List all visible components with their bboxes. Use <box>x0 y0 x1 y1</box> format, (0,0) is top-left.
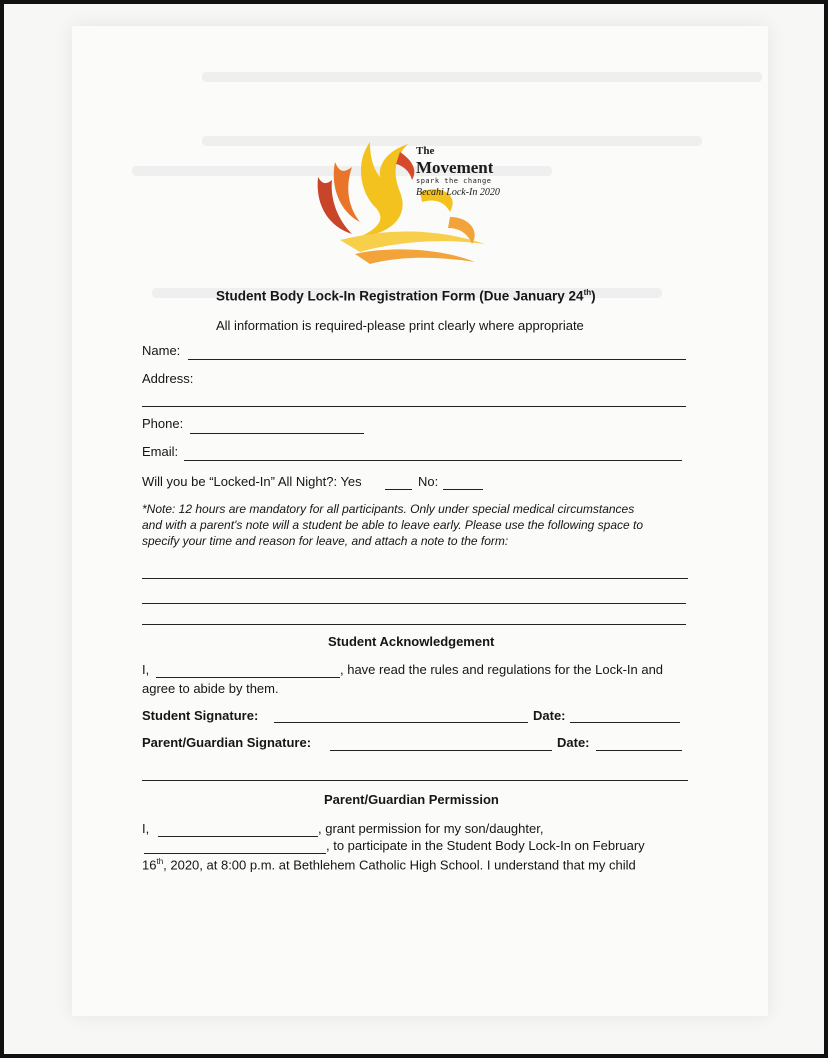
address-field[interactable] <box>142 406 686 407</box>
form-subtitle: All information is required-please print clearly where appropriate <box>216 318 584 333</box>
form-title-end: ) <box>591 288 596 304</box>
locked-in-no-field[interactable] <box>443 489 483 490</box>
perm-child-name-field[interactable] <box>144 853 326 854</box>
perm-line-3-sup: th <box>156 857 164 866</box>
bleed-through-shadow <box>202 72 762 82</box>
parent-date-label: Date: <box>557 735 590 750</box>
reason-line-2[interactable] <box>142 603 686 604</box>
name-label: Name: <box>142 343 181 358</box>
logo-the: The <box>416 145 435 157</box>
parent-date-field[interactable] <box>596 750 682 751</box>
student-signature-field[interactable] <box>274 722 528 723</box>
locked-in-question: Will you be “Locked-In” All Night?: Yes <box>142 474 362 489</box>
parent-signature-label: Parent/Guardian Signature: <box>142 735 312 750</box>
locked-in-yes-field[interactable] <box>385 489 412 490</box>
logo-tagline: spark the change <box>416 177 492 185</box>
permission-heading: Parent/Guardian Permission <box>324 792 499 807</box>
student-signature-label: Student Signature: <box>142 708 259 723</box>
note-line-1: *Note: 12 hours are mandatory for all participants. Only under special medical circumstances <box>142 502 635 516</box>
address-label: Address: <box>142 371 194 386</box>
section-divider <box>142 780 688 781</box>
form-title-sup: th <box>583 288 592 297</box>
email-field[interactable] <box>184 460 682 461</box>
flame-tip-red <box>396 152 414 180</box>
phone-field[interactable] <box>190 433 364 434</box>
ack-line-2: agree to abide by them. <box>142 681 279 696</box>
perm-line-2-rest: , to participate in the Student Body Lock-In on February <box>326 838 645 853</box>
flame-wing-orange <box>355 249 475 264</box>
note-line-2: and with a parent's note will a student be able to leave early. Please use the following space to <box>142 518 644 532</box>
form-title <box>216 288 596 304</box>
student-date-label: Date: <box>533 708 566 723</box>
perm-line-1-rest: , grant permission for my son/daughter, <box>318 821 544 836</box>
reason-line-1[interactable] <box>142 578 688 579</box>
perm-line-3 <box>142 857 636 872</box>
ack-i-prefix: I, <box>142 662 150 677</box>
locked-in-no-label: No: <box>418 474 439 489</box>
email-label: Email: <box>142 444 179 459</box>
flame-orange <box>334 162 360 222</box>
ack-line-1-rest: , have read the rules and regulations for the Lock-In and <box>340 662 664 677</box>
logo-text <box>416 146 500 198</box>
logo-movement: Movement <box>416 158 494 177</box>
note-line-3: specify your time and reason for leave, and attach a note to the form: <box>142 534 509 548</box>
name-field[interactable] <box>188 359 686 360</box>
student-date-field[interactable] <box>570 722 680 723</box>
parent-signature-field[interactable] <box>330 750 552 751</box>
form-title-text: Student Body Lock-In Registration Form (Due January 24 <box>216 288 584 304</box>
perm-parent-name-field[interactable] <box>158 836 318 837</box>
perm-line-3-rest: , 2020, at 8:00 p.m. at Bethlehem Catholic High School. I understand that my child <box>163 857 636 873</box>
reason-line-3[interactable] <box>142 624 686 625</box>
ack-student-name-field[interactable] <box>156 677 340 678</box>
perm-line-3-day: 16 <box>142 857 157 873</box>
acknowledgement-heading: Student Acknowledgement <box>328 634 495 649</box>
phone-label: Phone: <box>142 416 184 431</box>
logo-event: Becahi Lock-In 2020 <box>416 187 500 198</box>
flame-wing-yellow <box>340 232 485 253</box>
perm-i-prefix: I, <box>142 821 150 836</box>
